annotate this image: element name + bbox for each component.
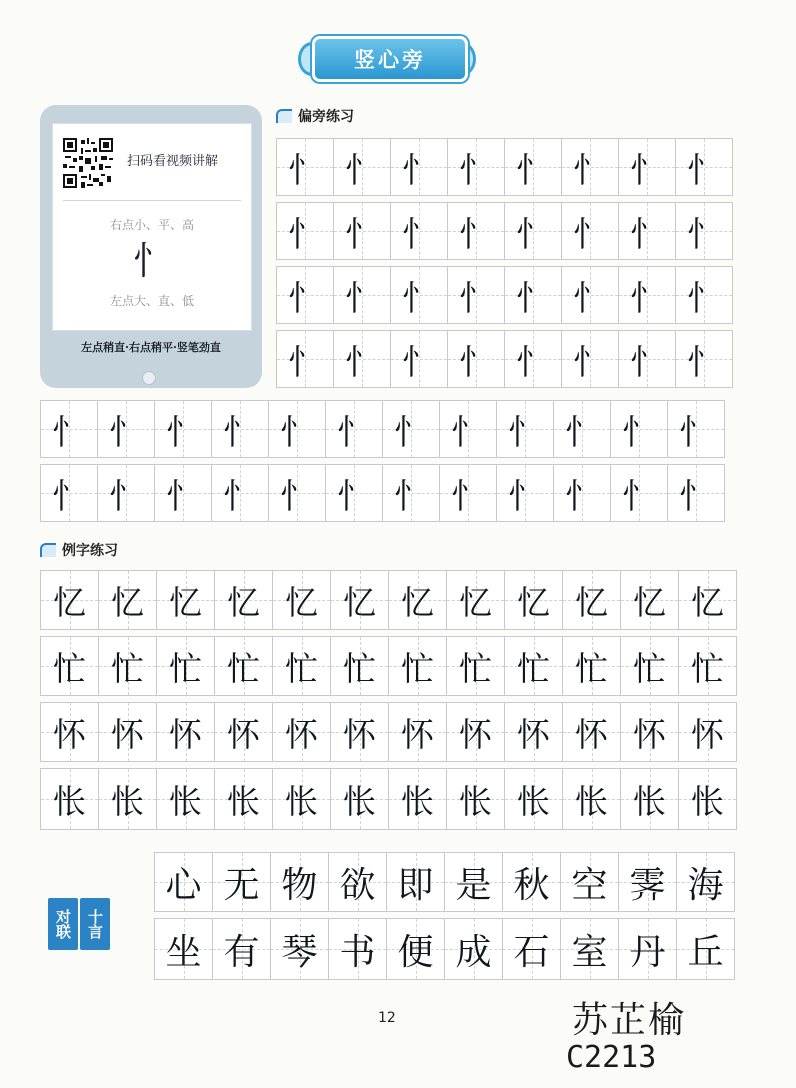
radical-char: 忄	[402, 342, 436, 383]
radical-row	[276, 138, 732, 196]
couplet-char: 即	[397, 864, 434, 906]
radical-cell	[610, 464, 668, 522]
radical-char: 忄	[516, 342, 550, 383]
radical-char: 忄	[402, 278, 436, 319]
example-cell	[620, 636, 679, 696]
example-row	[40, 768, 736, 830]
radical-char: 忄	[166, 412, 200, 453]
couplet-row	[154, 852, 734, 912]
example-cell	[620, 768, 679, 830]
section-heading-label: 例字练习	[62, 543, 118, 559]
radical-cell	[276, 266, 334, 324]
example-cell	[388, 768, 447, 830]
radical-char: 忄	[345, 214, 379, 255]
example-char: 怀	[691, 714, 724, 754]
radical-cell	[496, 400, 554, 458]
radical-char: 忄	[394, 476, 428, 517]
example-cell	[330, 702, 389, 762]
example-cell	[98, 636, 157, 696]
radical-char: 忄	[622, 412, 656, 453]
radical-cell	[561, 138, 619, 196]
handwritten-name: 苏芷榆	[572, 1000, 687, 1041]
radical-char: 忄	[451, 476, 485, 517]
example-cell	[40, 570, 99, 630]
radical-char: 忄	[345, 342, 379, 383]
example-row	[40, 702, 736, 762]
radical-char: 忄	[451, 412, 485, 453]
example-char: 怀	[285, 714, 318, 754]
radical-cell	[504, 330, 562, 388]
example-row	[40, 636, 736, 696]
example-cell	[272, 636, 331, 696]
example-cell	[446, 570, 505, 630]
example-cell	[562, 702, 621, 762]
couplet-cell	[560, 918, 619, 980]
book-icon	[276, 109, 292, 123]
couplet-char: 心	[165, 864, 202, 906]
example-cell	[678, 636, 737, 696]
example-char: 怀	[169, 714, 202, 754]
radical-cell	[504, 266, 562, 324]
radical-char: 忄	[516, 278, 550, 319]
radical-cell	[618, 266, 676, 324]
section-heading-example	[40, 540, 118, 560]
radical-cell	[325, 464, 383, 522]
example-cell	[678, 768, 737, 830]
couplet-cell	[154, 852, 213, 912]
radical-char: 忄	[337, 412, 371, 453]
example-char: 怀	[517, 714, 550, 754]
couplet-char: 室	[571, 931, 608, 973]
example-char: 忙	[111, 648, 144, 688]
example-cell	[40, 768, 99, 830]
radical-char: 忄	[166, 476, 200, 517]
radical-cell	[390, 330, 448, 388]
couplet-char: 便	[397, 931, 434, 973]
couplet-cell	[212, 852, 271, 912]
radical-row	[276, 202, 732, 260]
radical-char: 忄	[288, 150, 322, 191]
radical-char: 忄	[508, 412, 542, 453]
couplet-badge-label: 对联	[48, 898, 78, 950]
radical-cell	[325, 400, 383, 458]
example-char: 忆	[691, 582, 724, 622]
couplet-cell	[386, 852, 445, 912]
example-cell	[678, 702, 737, 762]
couplet-char: 是	[455, 864, 492, 906]
example-char: 忆	[53, 582, 86, 622]
couplet-cell	[560, 852, 619, 912]
example-cell	[98, 768, 157, 830]
handwritten-class-code: C2213	[566, 1040, 657, 1075]
radical-char: 忄	[280, 476, 314, 517]
radical-char: 忄	[630, 150, 664, 191]
radical-row	[40, 400, 724, 458]
radical-char: 忄	[223, 412, 257, 453]
radical-char: 忄	[459, 342, 493, 383]
example-cell	[504, 702, 563, 762]
example-char: 怀	[459, 714, 492, 754]
radical-char: 忄	[288, 278, 322, 319]
radical-cell	[504, 202, 562, 260]
example-char: 怅	[343, 781, 376, 821]
radical-char: 忄	[687, 214, 721, 255]
radical-cell	[553, 464, 611, 522]
couplet-char: 空	[571, 864, 608, 906]
couplet-cell	[328, 918, 387, 980]
radical-char: 忄	[630, 278, 664, 319]
example-cell	[504, 570, 563, 630]
radical-cell	[268, 464, 326, 522]
couplet-cell	[618, 918, 677, 980]
page-number: 12	[378, 1010, 396, 1026]
radical-char: 忄	[573, 278, 607, 319]
example-char: 忙	[53, 648, 86, 688]
example-char: 忙	[343, 648, 376, 688]
radical-cell	[333, 202, 391, 260]
example-cell	[272, 702, 331, 762]
radical-cell	[154, 464, 212, 522]
example-cell	[272, 768, 331, 830]
example-char: 怅	[285, 781, 318, 821]
example-char: 忆	[227, 582, 260, 622]
tip-note-left-dot: 左点大、直、低	[109, 294, 194, 308]
radical-cell	[276, 202, 334, 260]
example-char: 怅	[401, 781, 434, 821]
example-cell	[98, 570, 157, 630]
radical-cell	[390, 138, 448, 196]
couplet-char: 石	[513, 931, 550, 973]
couplet-char: 无	[223, 864, 260, 906]
tip-caption: 左点稍直·右点稍平·竖笔劲直	[81, 341, 221, 354]
example-cell	[446, 636, 505, 696]
example-char: 怀	[633, 714, 666, 754]
radical-cell	[667, 400, 725, 458]
radical-char: 忄	[679, 412, 713, 453]
example-cell	[214, 702, 273, 762]
couplet-cell	[328, 852, 387, 912]
radical-sample: 忄	[132, 239, 171, 283]
tip-note-right-dot: 右点小、平、高	[109, 218, 194, 232]
radical-cell	[675, 266, 733, 324]
page-title: 竖心旁	[312, 36, 468, 82]
example-char: 忙	[633, 648, 666, 688]
couplet-char: 霁	[629, 864, 666, 906]
radical-cell	[439, 464, 497, 522]
radical-cell	[390, 202, 448, 260]
radical-char: 忄	[459, 214, 493, 255]
radical-char: 忄	[516, 214, 550, 255]
example-cell	[156, 768, 215, 830]
radical-char: 忄	[345, 150, 379, 191]
example-cell	[388, 636, 447, 696]
example-cell	[446, 702, 505, 762]
example-char: 怅	[227, 781, 260, 821]
couplet-cell	[618, 852, 677, 912]
example-char: 怅	[691, 781, 724, 821]
couplet-char: 书	[339, 931, 376, 973]
example-char: 忆	[517, 582, 550, 622]
radical-cell	[447, 138, 505, 196]
example-char: 忆	[575, 582, 608, 622]
radical-cell	[439, 400, 497, 458]
example-cell	[388, 702, 447, 762]
radical-char: 忄	[288, 214, 322, 255]
example-char: 怅	[111, 781, 144, 821]
example-cell	[330, 768, 389, 830]
radical-cell	[667, 464, 725, 522]
couplet-row	[154, 918, 734, 980]
example-char: 忆	[401, 582, 434, 622]
example-cell	[272, 570, 331, 630]
couplet-cell	[270, 852, 329, 912]
example-cell	[40, 702, 99, 762]
radical-cell	[268, 400, 326, 458]
couplet-badge-length: 十言	[80, 898, 110, 950]
example-char: 忙	[169, 648, 202, 688]
couplet-cell	[386, 918, 445, 980]
example-char: 怅	[575, 781, 608, 821]
example-char: 怀	[111, 714, 144, 754]
radical-char: 忄	[573, 150, 607, 191]
couplet-cell	[154, 918, 213, 980]
example-char: 怅	[169, 781, 202, 821]
couplet-char: 有	[223, 931, 260, 973]
radical-char: 忄	[573, 214, 607, 255]
radical-cell	[97, 400, 155, 458]
example-char: 怅	[633, 781, 666, 821]
example-cell	[504, 636, 563, 696]
couplet-char: 物	[281, 864, 318, 906]
couplet-cell	[212, 918, 271, 980]
radical-char: 忄	[280, 412, 314, 453]
example-cell	[214, 768, 273, 830]
example-char: 忙	[285, 648, 318, 688]
radical-char: 忄	[687, 150, 721, 191]
example-char: 怅	[517, 781, 550, 821]
radical-cell	[382, 464, 440, 522]
example-cell	[562, 636, 621, 696]
radical-cell	[504, 138, 562, 196]
radical-row	[40, 464, 724, 522]
radical-cell	[496, 464, 554, 522]
example-char: 忆	[111, 582, 144, 622]
couplet-char: 成	[455, 931, 492, 973]
radical-cell	[675, 138, 733, 196]
example-char: 忆	[459, 582, 492, 622]
example-cell	[620, 702, 679, 762]
radical-char: 忄	[573, 342, 607, 383]
example-cell	[156, 570, 215, 630]
radical-cell	[553, 400, 611, 458]
radical-cell	[675, 330, 733, 388]
example-char: 忙	[459, 648, 492, 688]
couplet-char: 丘	[687, 931, 724, 973]
section-heading-label: 偏旁练习	[298, 109, 354, 125]
radical-cell	[447, 330, 505, 388]
tip-card-panel	[52, 123, 252, 331]
example-cell	[678, 570, 737, 630]
example-char: 忙	[401, 648, 434, 688]
radical-char: 忄	[630, 214, 664, 255]
radical-char: 忄	[402, 214, 436, 255]
radical-char: 忄	[459, 278, 493, 319]
example-char: 忙	[575, 648, 608, 688]
radical-cell	[610, 400, 668, 458]
example-cell	[562, 768, 621, 830]
radical-cell	[561, 266, 619, 324]
example-char: 忙	[691, 648, 724, 688]
radical-cell	[40, 400, 98, 458]
couplet-char: 秋	[513, 864, 550, 906]
example-cell	[620, 570, 679, 630]
radical-char: 忄	[516, 150, 550, 191]
radical-cell	[382, 400, 440, 458]
radical-cell	[618, 138, 676, 196]
radical-cell	[447, 202, 505, 260]
example-char: 忙	[227, 648, 260, 688]
example-cell	[562, 570, 621, 630]
couplet-char: 欲	[339, 864, 376, 906]
radical-char: 忄	[345, 278, 379, 319]
radical-cell	[390, 266, 448, 324]
title-banner	[298, 32, 476, 80]
radical-cell	[561, 202, 619, 260]
radical-char: 忄	[52, 412, 86, 453]
example-cell	[214, 636, 273, 696]
radical-row	[276, 266, 732, 324]
radical-char: 忄	[630, 342, 664, 383]
card-home-dot	[142, 371, 156, 385]
example-char: 忆	[285, 582, 318, 622]
radical-char: 忄	[223, 476, 257, 517]
radical-cell	[276, 330, 334, 388]
radical-char: 忄	[565, 476, 599, 517]
radical-char: 忄	[622, 476, 656, 517]
example-char: 怅	[459, 781, 492, 821]
radical-char: 忄	[687, 278, 721, 319]
example-char: 怅	[53, 781, 86, 821]
radical-cell	[618, 202, 676, 260]
radical-cell	[211, 464, 269, 522]
radical-row	[276, 330, 732, 388]
couplet-char: 丹	[629, 931, 666, 973]
example-cell	[330, 636, 389, 696]
example-char: 怀	[343, 714, 376, 754]
radical-cell	[333, 138, 391, 196]
radical-char: 忄	[459, 150, 493, 191]
radical-char: 忄	[109, 476, 143, 517]
example-cell	[388, 570, 447, 630]
radical-cell	[447, 266, 505, 324]
radical-char: 忄	[288, 342, 322, 383]
example-char: 忆	[169, 582, 202, 622]
radical-cell	[561, 330, 619, 388]
radical-char: 忄	[394, 412, 428, 453]
radical-char: 忄	[402, 150, 436, 191]
radical-char: 忄	[687, 342, 721, 383]
example-row	[40, 570, 736, 630]
example-cell	[330, 570, 389, 630]
couplet-cell	[502, 852, 561, 912]
radical-char: 忄	[52, 476, 86, 517]
couplet-cell	[502, 918, 561, 980]
radical-cell	[40, 464, 98, 522]
couplet-cell	[444, 852, 503, 912]
example-char: 忆	[633, 582, 666, 622]
radical-char: 忄	[508, 476, 542, 517]
couplet-char: 海	[687, 864, 724, 906]
couplet-cell	[444, 918, 503, 980]
example-cell	[446, 768, 505, 830]
example-char: 忙	[517, 648, 550, 688]
qr-label: 扫码看视频讲解	[127, 154, 219, 169]
radical-cell	[675, 202, 733, 260]
radical-char: 忄	[337, 476, 371, 517]
radical-cell	[211, 400, 269, 458]
couplet-cell	[676, 852, 735, 912]
radical-cell	[276, 138, 334, 196]
radical-char: 忄	[109, 412, 143, 453]
example-char: 怀	[401, 714, 434, 754]
qr-code-icon[interactable]	[63, 138, 113, 188]
couplet-char: 坐	[165, 931, 202, 973]
example-char: 怀	[227, 714, 260, 754]
radical-char: 忄	[679, 476, 713, 517]
example-char: 怀	[575, 714, 608, 754]
example-cell	[98, 702, 157, 762]
example-char: 怀	[53, 714, 86, 754]
example-cell	[504, 768, 563, 830]
couplet-cell	[676, 918, 735, 980]
radical-cell	[97, 464, 155, 522]
radical-cell	[154, 400, 212, 458]
radical-cell	[333, 266, 391, 324]
divider	[63, 200, 241, 201]
tip-card	[40, 105, 262, 388]
couplet-char: 琴	[281, 931, 318, 973]
example-cell	[156, 702, 215, 762]
radical-char: 忄	[565, 412, 599, 453]
book-icon	[40, 543, 56, 557]
section-heading-radical	[276, 106, 354, 126]
example-cell	[156, 636, 215, 696]
radical-cell	[618, 330, 676, 388]
example-cell	[40, 636, 99, 696]
example-cell	[214, 570, 273, 630]
couplet-cell	[270, 918, 329, 980]
radical-cell	[333, 330, 391, 388]
example-char: 忆	[343, 582, 376, 622]
couplet-badge	[48, 898, 110, 950]
